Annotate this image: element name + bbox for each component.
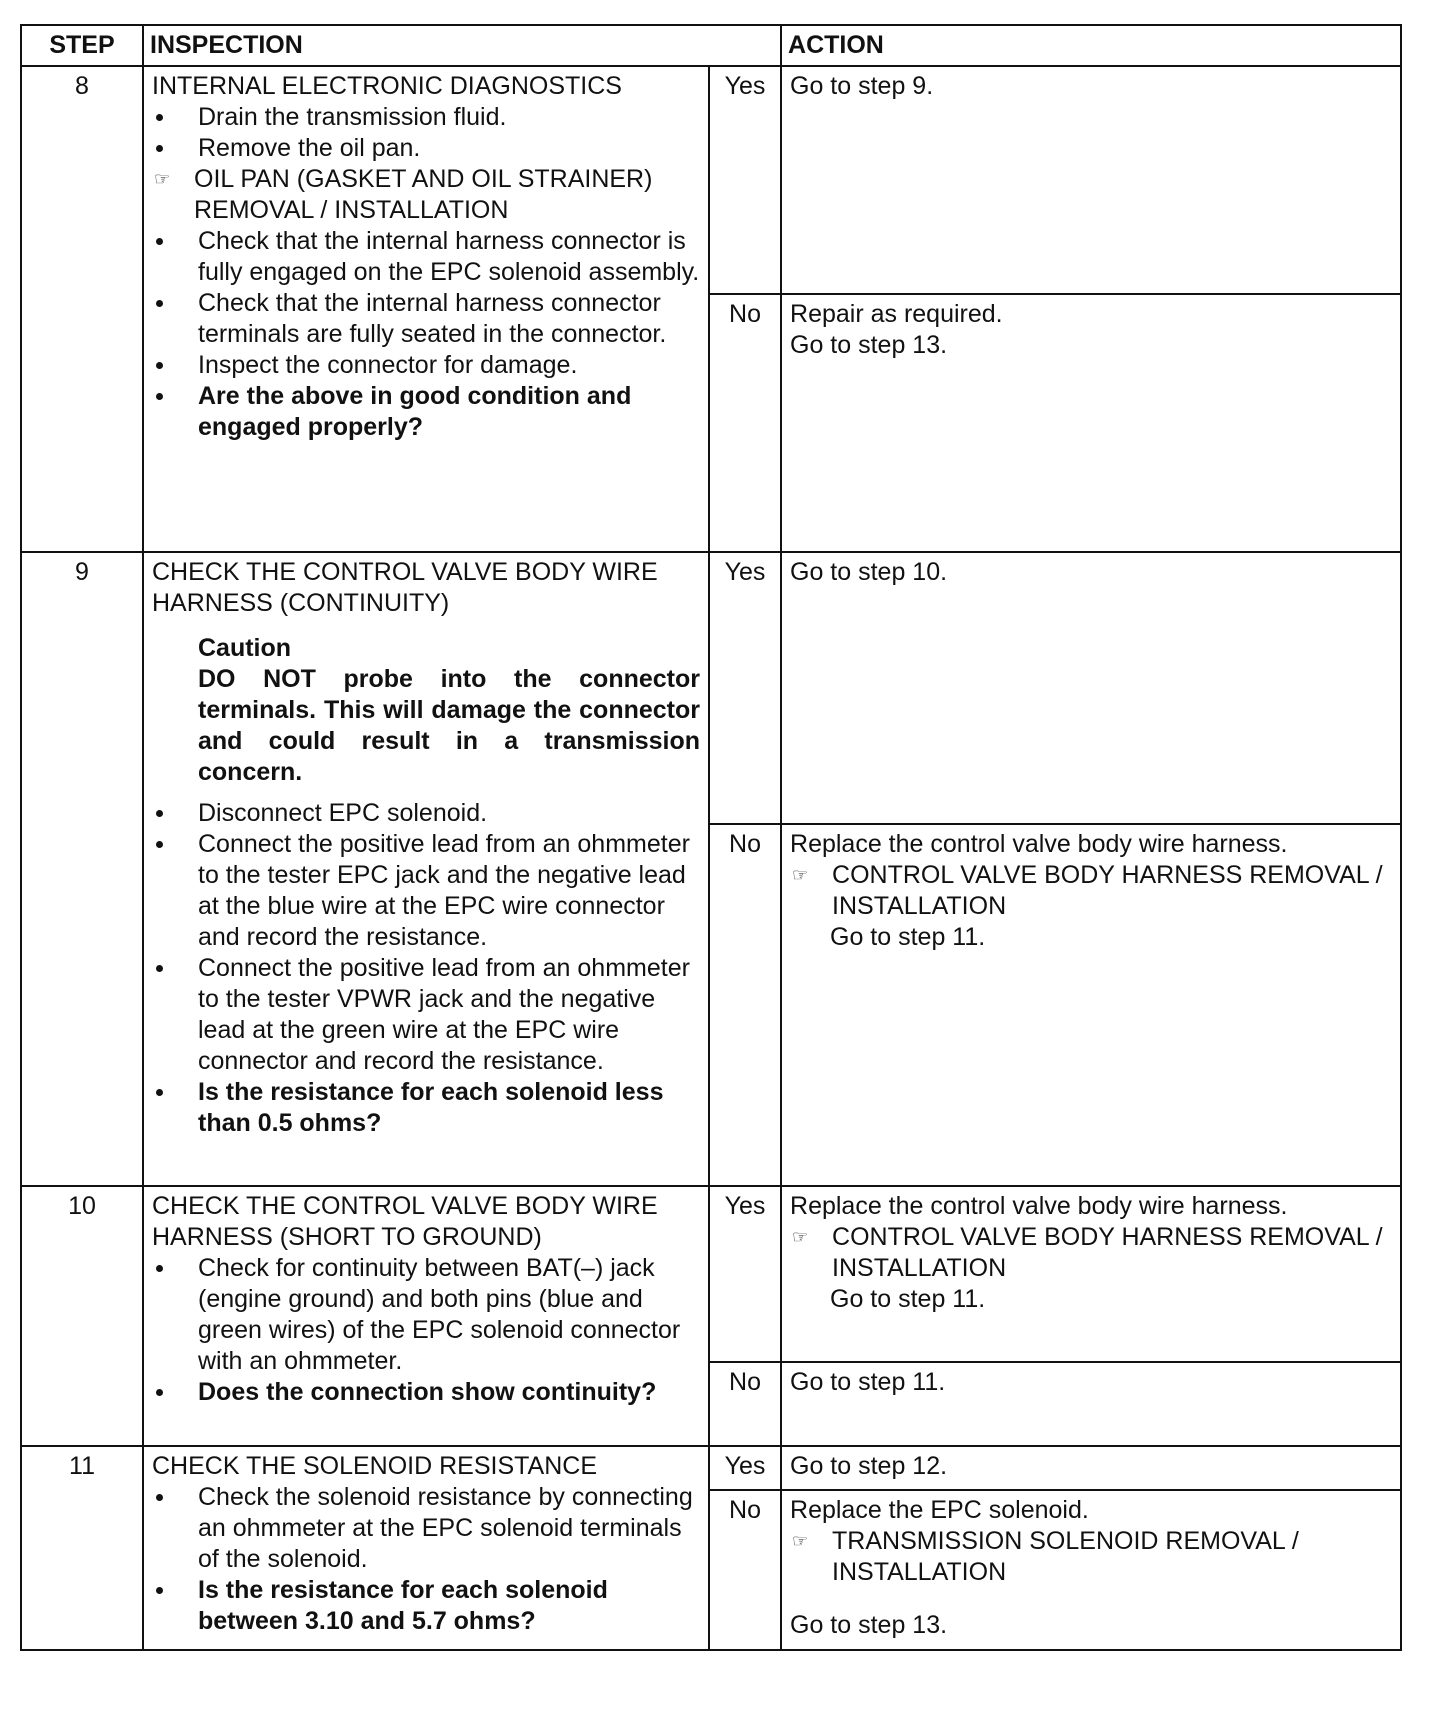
action-text: Replace the EPC solenoid. <box>790 1496 1089 1524</box>
list-item: Check that the internal harness connector is fully engaged on the EPC solenoid assembly. <box>152 226 700 288</box>
reference-link[interactable] <box>790 860 1392 922</box>
action-text: Repair as required. <box>790 300 1003 328</box>
question-item: Is the resistance for each solenoid between 3.10 and 5.7 ohms? <box>152 1575 700 1637</box>
bullet-list <box>152 1482 700 1637</box>
step-title: CHECK THE CONTROL VALVE BODY WIRE HARNESS (CONTINUITY) <box>152 558 658 617</box>
table-row <box>21 66 1401 294</box>
list-item: Connect the positive lead from an ohmmeter to the tester EPC jack and the negative lead at the blue wire at the EPC wire connector and record the resistance. <box>152 829 700 953</box>
pointing-hand-icon: ☞ <box>154 169 171 189</box>
reference-text: TRANSMISSION SOLENOID REMOVAL / INSTALLATION <box>832 1527 1299 1586</box>
yes-label: Yes <box>709 552 781 824</box>
caution-box <box>198 633 700 788</box>
yes-label: Yes <box>709 1186 781 1362</box>
header-step: STEP <box>21 25 143 66</box>
pointing-hand-icon: ☞ <box>792 1531 809 1551</box>
reference-link[interactable] <box>790 1222 1392 1284</box>
reference-text: CONTROL VALVE BODY HARNESS REMOVAL / INSTALLATION <box>832 861 1383 920</box>
diagnostic-table <box>20 24 1402 1651</box>
list-item: Check for continuity between BAT(–) jack (engine ground) and both pins (blue and green wires) of the EPC solenoid connector with an ohmmeter. <box>152 1253 700 1377</box>
bullet-list <box>152 226 700 443</box>
question-item: Does the connection show continuity? <box>152 1377 700 1408</box>
header-action: ACTION <box>781 25 1401 66</box>
bullet-list <box>152 1253 700 1408</box>
inspection-cell <box>143 66 709 552</box>
action-text: Go to step 12. <box>790 1452 948 1480</box>
yes-action <box>781 1446 1401 1490</box>
reference-link[interactable] <box>152 164 700 226</box>
list-item: Check the solenoid resistance by connecting an ohmmeter at the EPC solenoid terminals of the solenoid. <box>152 1482 700 1575</box>
bullet-list <box>152 102 700 164</box>
yes-action <box>781 1186 1401 1362</box>
step-number: 11 <box>21 1446 143 1650</box>
reference-link[interactable] <box>790 1526 1392 1588</box>
no-label: No <box>709 1490 781 1650</box>
yes-label: Yes <box>709 1446 781 1490</box>
caution-text: DO NOT probe into the connector terminals. This will damage the connector and could result in a transmission concern. <box>198 665 700 786</box>
list-item: Remove the oil pan. <box>152 133 700 164</box>
step-title: CHECK THE CONTROL VALVE BODY WIRE HARNESS (SHORT TO GROUND) <box>152 1192 658 1251</box>
action-text: Go to step 11. <box>830 1285 986 1313</box>
table-row <box>21 552 1401 824</box>
action-text: Go to step 13. <box>790 1611 948 1639</box>
action-text: Go to step 11. <box>830 923 986 951</box>
question-item: Are the above in good condition and engaged properly? <box>152 381 700 443</box>
no-action <box>781 824 1401 1186</box>
caution-heading: Caution <box>198 634 292 662</box>
inspection-cell <box>143 552 709 1186</box>
action-text: Replace the control valve body wire harness. <box>790 830 1288 858</box>
header-row <box>21 25 1401 66</box>
action-text: Replace the control valve body wire harness. <box>790 1192 1288 1220</box>
spacer <box>790 1588 1392 1610</box>
table-row <box>21 1186 1401 1362</box>
reference-text: OIL PAN (GASKET AND OIL STRAINER) REMOVAL / INSTALLATION <box>194 165 653 224</box>
pointing-hand-icon: ☞ <box>792 1227 809 1247</box>
step-title: CHECK THE SOLENOID RESISTANCE <box>152 1452 597 1480</box>
header-inspection: INSPECTION <box>143 25 781 66</box>
action-text: Go to step 9. <box>790 72 934 100</box>
yes-action <box>781 66 1401 294</box>
bullet-list <box>152 798 700 1139</box>
table-row <box>21 1446 1401 1490</box>
no-label: No <box>709 294 781 552</box>
no-label: No <box>709 1362 781 1446</box>
question-item: Is the resistance for each solenoid less than 0.5 ohms? <box>152 1077 700 1139</box>
no-action <box>781 1362 1401 1446</box>
list-item: Connect the positive lead from an ohmmeter to the tester VPWR jack and the negative lead at the green wire at the EPC wire connector and record the resistance. <box>152 953 700 1077</box>
diagnostic-table-container <box>20 24 1402 1651</box>
list-item: Inspect the connector for damage. <box>152 350 700 381</box>
step-title: INTERNAL ELECTRONIC DIAGNOSTICS <box>152 72 622 100</box>
reference-text: CONTROL VALVE BODY HARNESS REMOVAL / INSTALLATION <box>832 1223 1383 1282</box>
list-item: Drain the transmission fluid. <box>152 102 700 133</box>
action-text: Go to step 11. <box>790 1368 946 1396</box>
step-number: 10 <box>21 1186 143 1446</box>
yes-label: Yes <box>709 66 781 294</box>
step-number: 8 <box>21 66 143 552</box>
no-label: No <box>709 824 781 1186</box>
no-action <box>781 294 1401 552</box>
yes-action <box>781 552 1401 824</box>
list-item: Check that the internal harness connector terminals are fully seated in the connector. <box>152 288 700 350</box>
inspection-cell <box>143 1186 709 1446</box>
no-action <box>781 1490 1401 1650</box>
action-text: Go to step 10. <box>790 558 948 586</box>
pointing-hand-icon: ☞ <box>792 865 809 885</box>
step-number: 9 <box>21 552 143 1186</box>
list-item: Disconnect EPC solenoid. <box>152 798 700 829</box>
inspection-cell <box>143 1446 709 1650</box>
action-text: Go to step 13. <box>790 331 948 359</box>
